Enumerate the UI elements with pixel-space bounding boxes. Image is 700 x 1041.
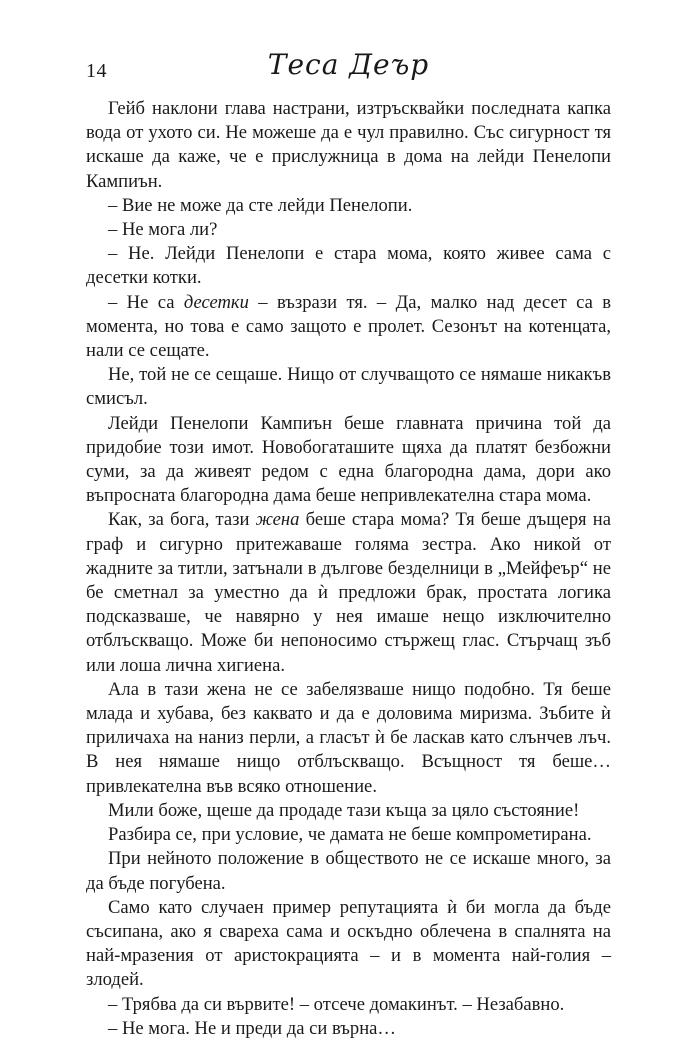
paragraph: Не, той не се сещаше. Нищо от случващото се нямаше никакъв смисъл.: [86, 364, 611, 410]
paragraph: Ала в тази жена не се забелязваше нищо подобно. Тя беше млада и хубава, без каквато и да е доловима миризма. Зъбите ѝ приличаха на наниз перли, а гласът ѝ бе ласкав като слънчев лъч. В нея нямаше нищо отблъскващо. Всъщност тя беше… привлекателна във всяко отношение.: [86, 678, 611, 797]
paragraph: Само като случаен пример репутацията ѝ би могла да бъде съсипана, ако я свареха сама и оскъдно облечена в спалнята на най-мразения от аристокрацията – и в момента най-голия – злодей.: [86, 896, 611, 991]
page-number: 14: [86, 60, 107, 82]
italic-emphasis: жена: [255, 509, 300, 531]
paragraph: При нейното положение в обществото не се искаше много, за да бъде погубена.: [86, 848, 611, 894]
paragraph: – Не мога ли?: [108, 219, 218, 241]
paragraph: – Не са десетки – възрази тя. – Да, малко над десет са в момента, но това е само защото е пролет. Сезонът на котенцата, нали се сещате.: [86, 291, 612, 362]
paragraph: Лейди Пенелопи Кампиън беше главната причина той да придобие този имот. Новобогаташите щяха да платят безбожни суми, за да живеят редом с една благородна дама, дори ако въпросната благородна дама беше непривлекателна стара мома.: [86, 412, 611, 507]
body-text: [86, 97, 611, 1041]
paragraph: – Не мога. Не и преди да си върна…: [108, 1017, 396, 1039]
page-header: [86, 48, 611, 88]
running-head-author: Теса Деър: [267, 48, 430, 81]
paragraph: Мили боже, щеше да продаде тази къща за цяло състояние!: [108, 799, 580, 821]
paragraph: – Не. Лейди Пенелопи е стара мома, която живее сама с десетки котки.: [86, 243, 611, 289]
paragraph: – Трябва да си вървите! – отсече домакинът. – Незабавно.: [108, 993, 565, 1015]
paragraph: Гейб наклони глава настрани, изтръсквайки последната капка вода от ухото си. Не можеше да е чул правилно. Със сигурност тя искаше да каже, че е прислужница в дома на лейди Пенелопи Кампиън.: [86, 98, 611, 192]
paragraph: Разбира се, при условие, че дамата не беше компрометирана.: [108, 824, 592, 846]
paragraph: – Вие не може да сте лейди Пенелопи.: [108, 194, 413, 216]
italic-emphasis: десетки: [183, 291, 249, 313]
paragraph: Как, за бога, тази жена беше стара мома? Тя беше дъщеря на граф и сигурно притежаваше голяма зестра. Ако никой от жадните за титли, затънали в дългове безделници в „Мейфеър“ не бе сметнал за уместно да ѝ предложи брак, простата логика подсказваше, че навярно у нея имаше нещо изключително отблъскващо. Може би непоносимо стържещ глас. Стърчащ зъб или лоша лична хигиена.: [86, 509, 611, 676]
